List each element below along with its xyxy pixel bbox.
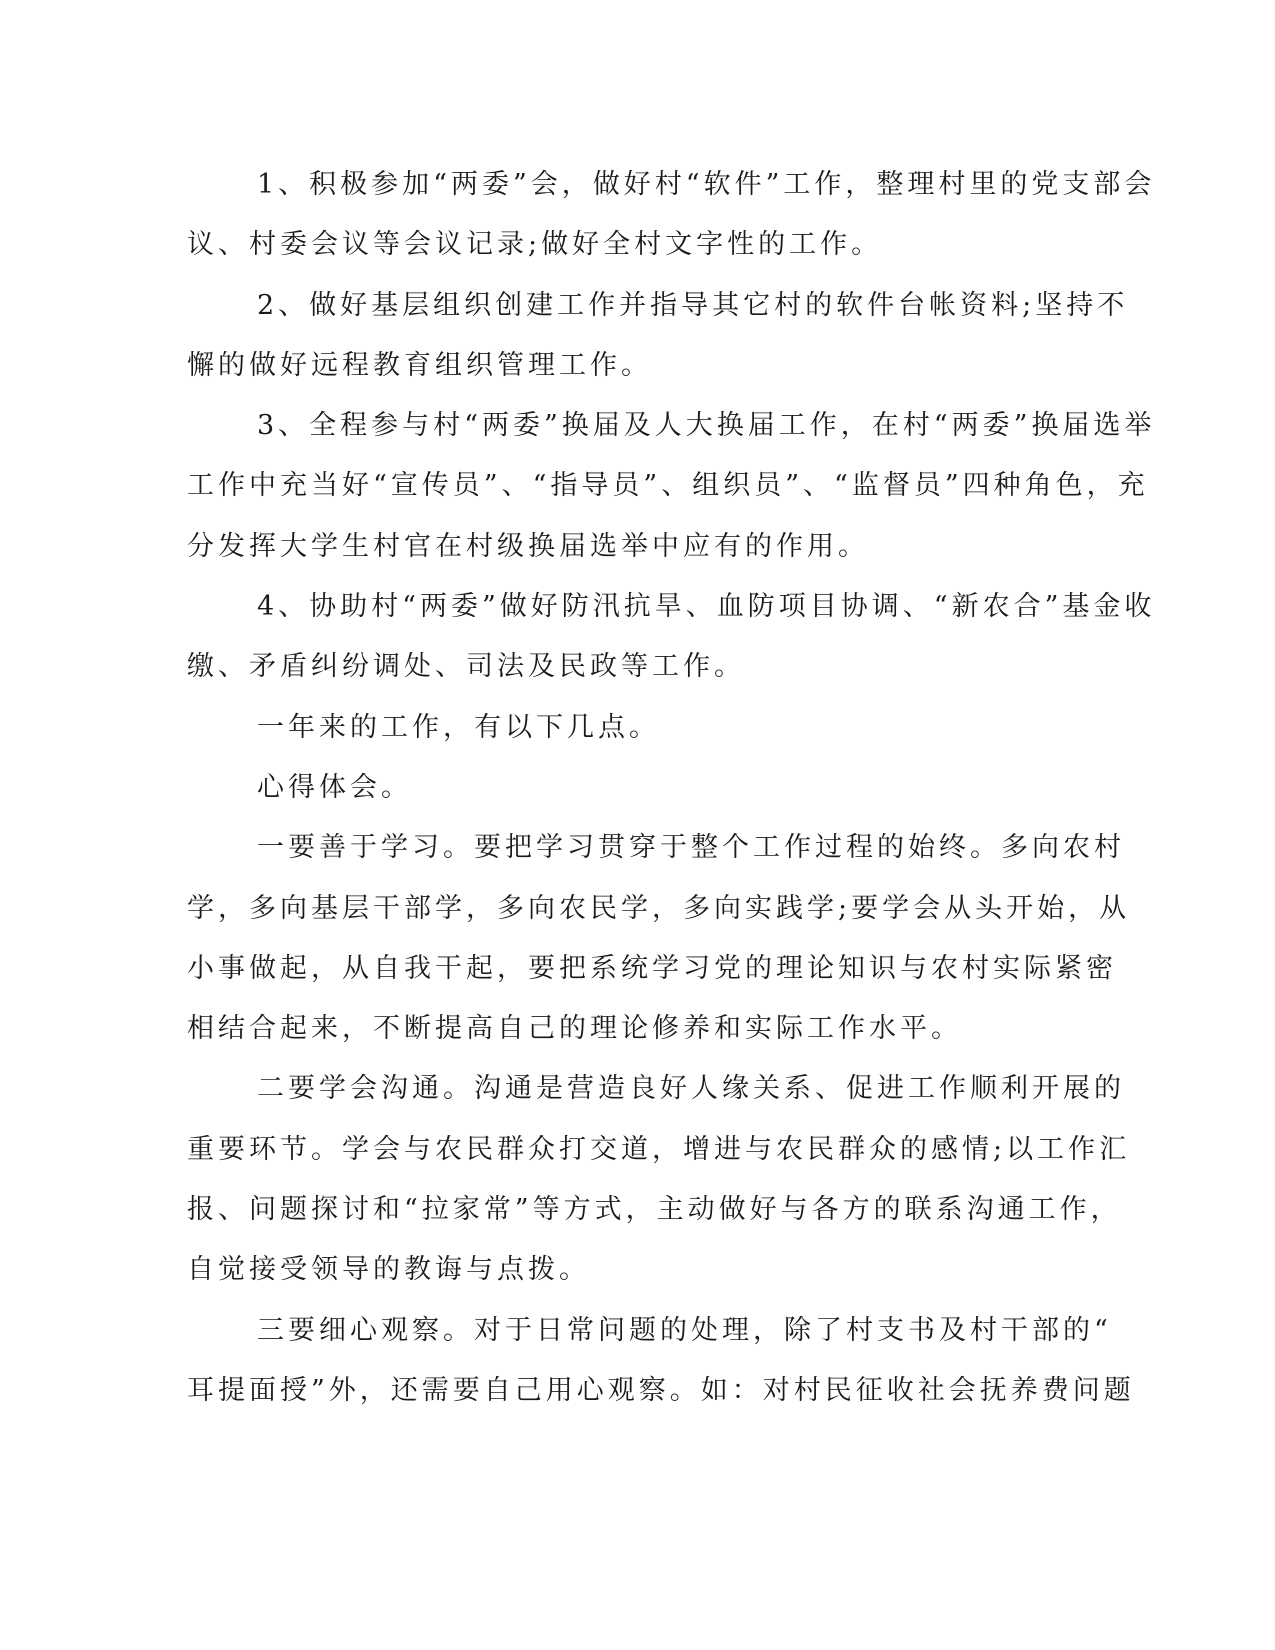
text-line: 心得体会。 <box>257 771 412 803</box>
text-line: 学，多向基层干部学，多向农民学，多向实践学;要学会从头开始，从 <box>187 892 1131 924</box>
text-line: 议、村委会议等会议记录;做好全村文字性的工作。 <box>187 229 883 261</box>
text-line: 4、协助村“两委”做好防汛抗旱、血防项目协调、“新农合”基金收 <box>257 591 1156 623</box>
text-line: 报、问题探讨和“拉家常”等方式，主动做好与各方的联系沟通工作， <box>187 1194 1122 1226</box>
text-line: 缴、矛盾纠纷调处、司法及民政等工作。 <box>187 651 745 683</box>
text-line: 重要环节。学会与农民群众打交道，增进与农民群众的感情;以工作汇 <box>187 1133 1131 1165</box>
text-line: 二要学会沟通。沟通是营造良好人缘关系、促进工作顺利开展的 <box>257 1073 1125 1105</box>
text-line: 小事做起，从自我干起，要把系统学习党的理论知识与农村实际紧密 <box>187 952 1117 984</box>
text-line: 相结合起来，不断提高自己的理论修养和实际工作水平。 <box>187 1013 962 1045</box>
text-line: 工作中充当好“宣传员”、“指导员”、组织员”、“监督员”四种角色，充 <box>187 470 1149 502</box>
text-line: 1、积极参加“两委”会，做好村“软件”工作，整理村里的党支部会 <box>257 169 1156 200</box>
text-line: 2、做好基层组织创建工作并指导其它村的软件台帐资料;坚持不 <box>257 289 1129 321</box>
text-line: 一年来的工作，有以下几点。 <box>257 711 660 743</box>
text-line: 耳提面授”外，还需要自己用心观察。如：对村民征收社会抚养费问题 <box>187 1374 1135 1406</box>
document-body <box>187 155 1156 1421</box>
text-line: 一要善于学习。要把学习贯穿于整个工作过程的始终。多向农村 <box>257 832 1125 864</box>
text-line: 自觉接受领导的教诲与点拨。 <box>187 1254 590 1286</box>
text-line: 懈的做好远程教育组织管理工作。 <box>187 349 652 381</box>
text-line: 3、全程参与村“两委”换届及人大换届工作，在村“两委”换届选举 <box>257 410 1156 442</box>
text-line: 三要细心观察。对于日常问题的处理，除了村支书及村干部的“ <box>257 1314 1112 1346</box>
text-line: 分发挥大学生村官在村级换届选举中应有的作用。 <box>187 530 869 562</box>
